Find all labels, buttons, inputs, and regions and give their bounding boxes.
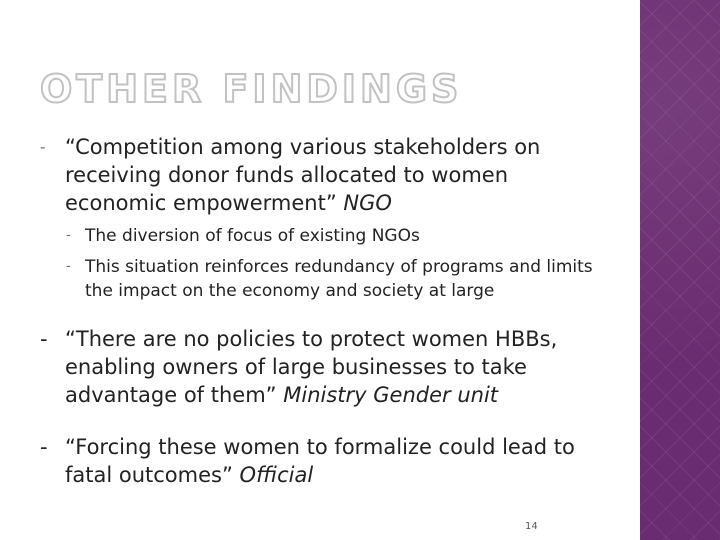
page-number: 14 [525,521,538,532]
bullet-3-quote: “Forcing these women to formalize could lead to fatal outcomes” [65,435,575,487]
sub-bullet-2 [66,255,606,303]
bullet-2-marker: - [40,327,48,351]
bullet-1-quote: “Competition among various stakeholders on receiving donor funds allocated to women economic empowerment” [65,135,541,215]
bullet-1-text [40,133,580,217]
bullet-1-source: NGO [343,191,392,215]
slide-title: OTHER FINDINGS [40,67,463,111]
sub-bullet-1-marker: - [66,228,71,243]
bullet-2-quote: “There are no policies to protect women HBBs, enabling owners of large businesses to take advantage of them” [65,327,558,407]
side-decorative-panel [640,0,720,540]
bullet-2-text [40,325,600,409]
sub-bullet-2-text: This situation reinforces redundancy of programs and limits the impact on the economy and society at large [85,257,593,301]
bullet-3 [40,433,620,489]
sub-bullet-1 [66,224,606,248]
bullet-3-text [40,433,620,489]
bullet-1 [40,133,580,217]
bullet-2-source: Ministry Gender unit [283,383,499,407]
bullet-3-marker: - [40,435,48,459]
sub-bullet-1-text: The diversion of focus of existing NGOs [85,226,420,246]
bullet-3-source: Official [239,463,314,487]
bullet-2 [40,325,600,409]
bullet-1-marker: - [40,138,46,156]
sub-bullet-2-marker: - [66,259,71,274]
